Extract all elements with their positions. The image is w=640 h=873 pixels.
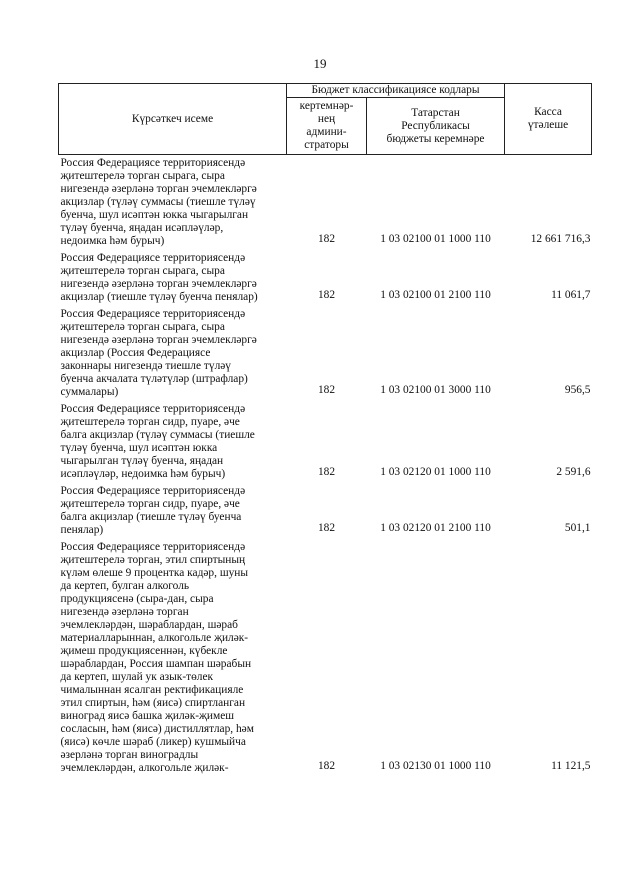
revenue-code: 1 03 02130 01 1000 110 [380, 760, 491, 772]
indicator-name-line: акцизлар (тиешле түләү буенча пенялар) [60, 291, 258, 303]
cash-amount: 11 121,5 [551, 760, 591, 772]
table-header [59, 84, 592, 155]
table-row [59, 250, 592, 306]
indicator-name-line: пенялар) [60, 524, 104, 536]
indicator-name [59, 483, 287, 539]
indicator-name-line: әзерләнә торган виноградлы [60, 749, 199, 761]
indicator-name-line: Россия Федерациясе территориясендә [60, 485, 246, 497]
indicator-name-line: балга акцизлар (түләү суммасы (тиешле [60, 429, 255, 441]
indicator-name-line: балга акцизлар (тиешле түләү буенча [60, 511, 242, 523]
page-number: 19 [313, 56, 327, 71]
table-row [59, 306, 592, 401]
indicator-name-line: түләү буенча, яңадан исәпләүләр, [60, 222, 224, 234]
revenues-header-line: бюджеты керемнәре [386, 132, 485, 145]
table-row [59, 155, 592, 251]
indicator-name-line: эчемлекләрдән, алкогольле җиләк- [60, 762, 229, 774]
indicator-name-line: акцизлар (Россия Федерациясе [60, 347, 211, 359]
indicator-name-line: Россия Федерациясе территориясендә [60, 252, 246, 264]
table-row [59, 483, 592, 539]
indicator-name-line: виноград яисә башка җиләк-җимеш [60, 710, 235, 722]
indicator-name-line: шәраблардан, Россия шампан шәрабын [60, 658, 252, 670]
indicator-name-line: акцизлар (түләү суммасы (тиешле түләү [60, 196, 256, 208]
indicator-name-line: недоимка һәм бурыч) [60, 235, 165, 247]
indicator-name-line: нигезендә әзерләнә торган эчемлекләргә [60, 278, 257, 290]
administrator-code: 182 [317, 466, 336, 478]
administrator-code: 182 [317, 384, 336, 396]
indicator-name-line: да кертеп, шулай ук азык-төлек [60, 671, 214, 683]
indicator-name-line: җитештерелә торган, этил спиртының [60, 554, 246, 566]
table-row [59, 401, 592, 483]
indicator-name-line: сосласын, һәм (яисә) дистиллятлар, һәм [60, 723, 254, 735]
admin-header-line: нең [317, 113, 336, 125]
indicator-name-line: Россия Федерациясе территориясендә [60, 308, 246, 320]
indicator-name-line: җитештерелә торган сидр, пуаре, әче [60, 498, 240, 510]
indicator-name [59, 306, 287, 401]
indicator-name-line: Россия Федерациясе территориясендә [60, 157, 246, 169]
indicator-name-line: нигезендә әзерләнә торган эчемлекләргә [60, 183, 257, 195]
budget-codes-header: Бюджет классификациясе кодлары [287, 84, 505, 98]
indicator-name-line: җитештерелә торган сырага, сыра [60, 170, 225, 182]
cash-amount: 11 061,7 [551, 289, 591, 301]
revenue-code: 1 03 02120 01 1000 110 [380, 466, 491, 478]
indicator-name-line: суммалары) [60, 386, 119, 398]
indicator-name-line: нигезендә әзерләнә торган эчемлекләргә [60, 334, 257, 346]
revenue-code: 1 03 02100 01 2100 110 [380, 289, 491, 301]
indicator-name-line: буенча, шул исәптән юкка чыгарылган [60, 209, 249, 221]
administrator-code: 182 [317, 760, 336, 772]
revenues-header-line: Татарстан [411, 106, 460, 119]
indicator-name [59, 250, 287, 306]
table-body [59, 155, 592, 778]
indicator-name-line: җитештерелә торган сырага, сыра [60, 321, 225, 333]
indicator-name [59, 539, 287, 777]
indicator-name-line: этил спиртын, һәм (яисә) спиртланган [60, 697, 246, 709]
cash-amount: 2 591,6 [556, 466, 591, 478]
indicator-name-line: түләү буенча, шул исәптән юкка [60, 442, 218, 454]
budget-table [58, 83, 592, 777]
indicator-name-header: Күрсәткеч исеме [59, 84, 287, 155]
revenues-header [367, 98, 505, 155]
indicator-name-line: чималыннан ясалган ректификацияле [60, 684, 244, 696]
cash-amount: 12 661 716,3 [530, 233, 591, 245]
cash-header-line: Касса [534, 106, 562, 118]
revenues-header-line: Республикасы [401, 119, 470, 132]
indicator-name [59, 401, 287, 483]
indicator-name-line: материалларыннан, алкогольле җиләк- [60, 632, 249, 644]
indicator-name-line: (яисә) көчле шәраб (ликер) кушмыйча [60, 736, 246, 748]
indicator-name-line: җитештерелә торган сидр, пуаре, әче [60, 416, 240, 428]
revenue-code: 1 03 02100 01 1000 110 [380, 233, 491, 245]
administrator-code: 182 [317, 522, 336, 534]
administrator-code: 182 [317, 289, 336, 301]
cash-header-line: үтәлеше [527, 119, 569, 131]
indicator-name-line: исәпләүләр, недоимка һәм бурыч) [60, 468, 226, 480]
indicator-name-line: Россия Федерациясе территориясендә [60, 541, 246, 553]
indicator-name-line: җимеш продукциясеннән, күбекле [60, 645, 228, 657]
indicator-name-line: да кертеп, булган алкоголь [60, 580, 190, 592]
revenue-code: 1 03 02120 01 2100 110 [380, 522, 491, 534]
admin-header-line: страторы [304, 139, 349, 151]
indicator-name-line: законнары нигезендә тиешле түләү [60, 360, 232, 372]
table-row [59, 539, 592, 777]
indicator-name-line: җитештерелә торган сырага, сыра [60, 265, 225, 277]
cash-execution-header [505, 84, 592, 155]
indicator-name [59, 155, 287, 251]
indicator-name-line: Россия Федерациясе территориясендә [60, 403, 246, 415]
administrator-code: 182 [317, 233, 336, 245]
admin-header-line: админи- [306, 126, 347, 138]
cash-amount: 956,5 [564, 384, 591, 396]
indicator-name-line: буенча акчалата түләтүләр (штрафлар) [60, 373, 248, 385]
revenue-code: 1 03 02100 01 3000 110 [380, 384, 491, 396]
cash-amount: 501,1 [564, 522, 591, 534]
indicator-name-line: күләм өлеше 9 процентка кадәр, шуны [60, 567, 249, 579]
indicator-name-line: нигезендә әзерләнә торган [60, 606, 189, 618]
indicator-name-line: чыгарылган түләү буенча, яңадан [60, 455, 224, 467]
indicator-name-line: эчемлекләрдән, шәраблардан, шәраб [60, 619, 238, 631]
admin-header-line: кертемнәр- [299, 100, 354, 112]
administrators-header [287, 98, 367, 155]
indicator-name-line: продукциясенә (сыра-дан, сыра [60, 593, 214, 605]
